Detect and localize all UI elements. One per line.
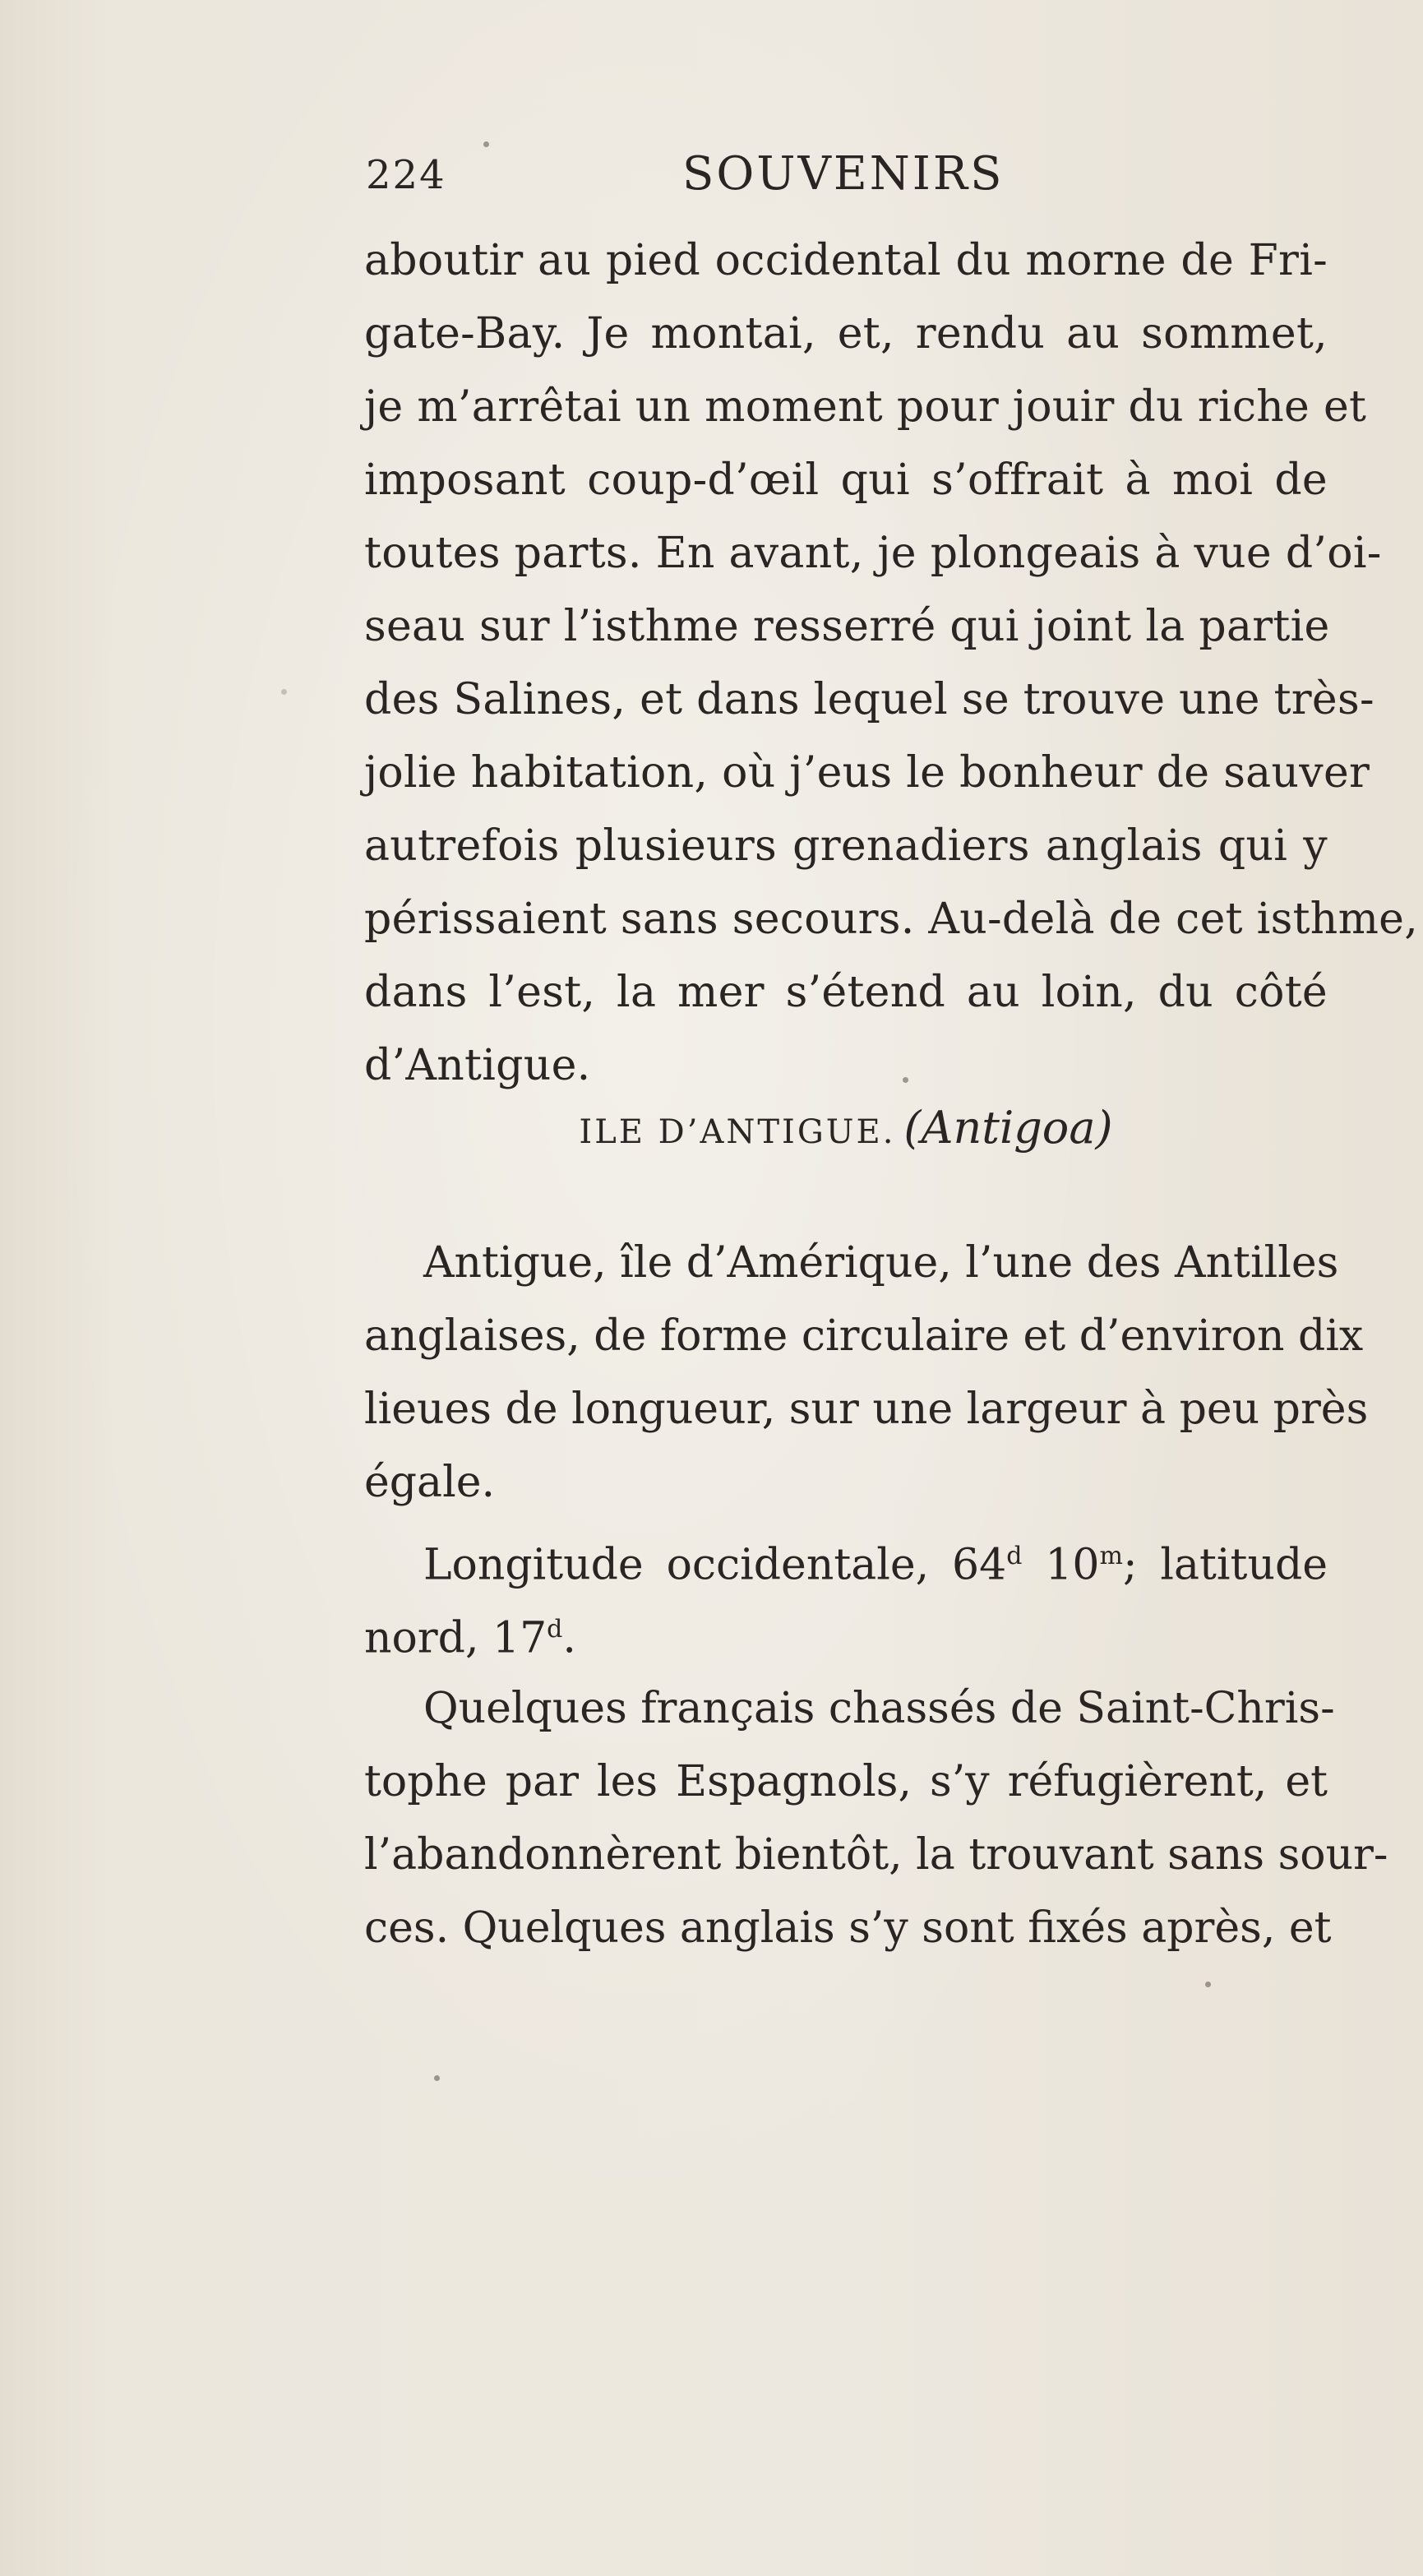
text-line: périssaient sans secours. Au-delà de cet isthme, [364,895,1419,944]
text-line: toutes parts. En avant, je plongeais à vue d’oi- [364,529,1382,578]
ink-spot [434,2075,440,2081]
text-line: aboutir au pied occidental du morne de Fri- [364,236,1328,285]
ink-spot [1205,1982,1211,1987]
latitude-text: ; latitude [1122,1540,1328,1590]
text-line: égale. [364,1458,495,1507]
degree-superscript: d [547,1615,563,1644]
minute-superscript: m [1099,1542,1123,1570]
period: . [562,1613,576,1663]
text-line: ces. Quelques anglais s’y sont fixés après, et [364,1903,1332,1953]
page-number: 224 [366,152,446,198]
text-line: d’Antigue. [364,1041,591,1090]
section-heading [364,1102,1328,1154]
coordinates-line [364,1519,1328,1593]
text-line: Antigue, île d’Amérique, l’une des Antilles [423,1238,1339,1288]
ink-spot [483,141,489,147]
text-line: autrefois plusieurs grenadiers anglais qui y [364,821,1328,871]
section-heading-title: ILE D’ANTIGUE. [579,1113,896,1151]
degree-superscript: d [1006,1542,1023,1570]
text-line: dans l’est, la mer s’étend au loin, du côté [364,968,1328,1017]
text-line: gate-Bay. Je montai, et, rendu au sommet, [364,309,1328,358]
text-line: imposant coup-d’œil qui s’offrait à moi de [364,456,1328,505]
text-line: des Salines, et dans lequel se trouve une très- [364,675,1374,724]
section-body [364,1227,1388,1965]
text-line: lieues de longueur, sur une largeur à peu près [364,1385,1369,1434]
paragraph-gap [364,1666,1328,1672]
running-title: SOUVENIRS [682,147,1005,201]
running-head [366,147,1328,210]
ink-spot [281,689,287,695]
text-line: tophe par les Espagnols, s’y réfugièrent, et [364,1757,1328,1806]
text-line: l’abandonnèrent bientôt, la trouvant sans sour- [364,1830,1388,1880]
text-line: seau sur l’isthme resserré qui joint la partie [364,602,1330,651]
minutes-text: 10 [1022,1540,1100,1590]
coordinates-line [364,1593,1328,1666]
text-line: Quelques français chassés de Saint-Chris- [423,1684,1335,1733]
latitude-value: nord, 17 [364,1613,547,1663]
paragraph-continuation [364,224,1419,1103]
longitude-text: Longitude occidentale, 64 [423,1540,1007,1590]
section-heading-note: (Antigoa) [903,1102,1113,1154]
text-line: jolie habitation, où j’eus le bonheur de sauver [364,748,1370,798]
text-line: je m’arrêtai un moment pour jouir du riche et [364,382,1367,432]
text-line: anglaises, de forme circulaire et d’environ dix [364,1311,1364,1361]
